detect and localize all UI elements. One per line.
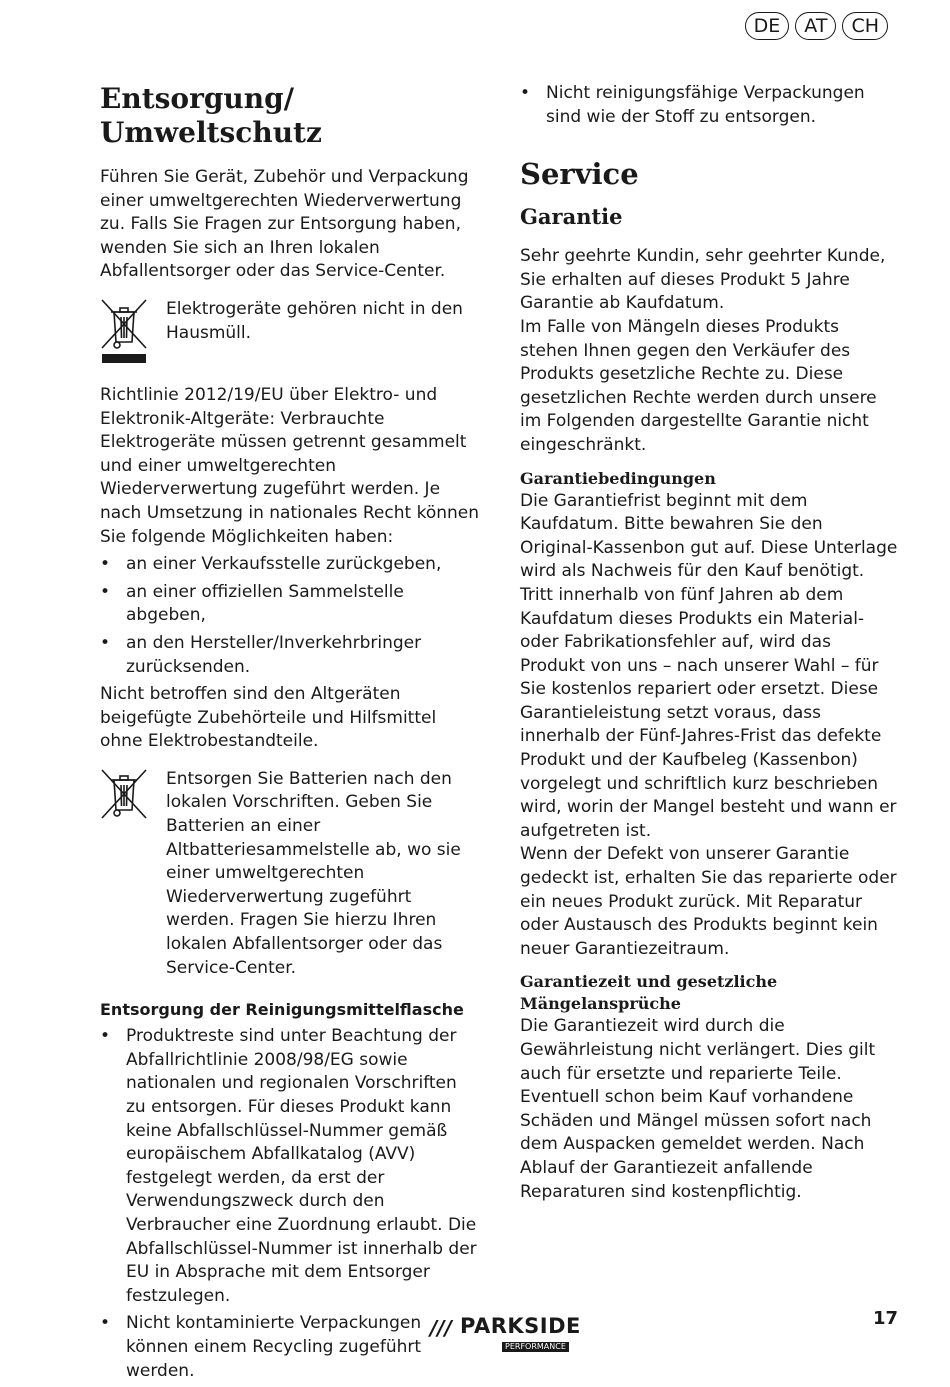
list-item: • Produktreste sind unter Beachtung der Abfallrichtlinie 2008/98/EG sowie nationalen und regionalen Vorschriften zu entsorgen. Für dieses Produkt kann keine Abfallschlüssel-Nummer gemäß europäischem Abfallkatalog (AVV) festgelegt werden, da erst der Verwendungszweck durch den Verbraucher eine Zuordnung erlaubt. Die Abfallschlüssel-Nummer ist innerhalb der EU in Absprache mit dem Entsorger festzulegen. <box>100 1026 477 1306</box>
lang-badge-de: DE <box>745 12 790 40</box>
section-title-disposal: Entsorgung/ Umweltschutz <box>100 82 322 149</box>
logo-brand: PARKSIDE <box>460 1314 581 1338</box>
disposal-options-list <box>100 553 480 679</box>
left-column <box>100 82 480 1387</box>
lang-badge-ch: CH <box>842 12 888 40</box>
language-badges <box>745 12 888 40</box>
battery-note: Entsorgen Sie Batterien nach den lokalen Vorschriften. Geben Sie Batterien an einer Altbatteriesammelstelle ab, wo sie einer umweltgerechten Wiederverwertung zugeführt werden. Fragen Sie hierzu Ihren lokalen Abfallentsorger oder das Service-Center. <box>166 768 461 978</box>
guarantee-heading: Garantie <box>520 204 623 230</box>
logo-subtitle: PERFORMANCE <box>502 1342 569 1352</box>
continued-list <box>520 82 900 129</box>
list-item: • an den Hersteller/Inverkehrbringer zurücksenden. <box>100 632 422 677</box>
weee-notice <box>100 298 480 370</box>
crossed-out-wheelie-bin-icon <box>100 298 166 370</box>
logo-slashes: /// <box>430 1316 452 1340</box>
guarantee-period-heading: Garantiezeit und gesetzliche Mängelansprüche <box>520 972 778 1014</box>
disposal-intro: Führen Sie Gerät, Zubehör und Verpackung einer umweltgerechten Wiederverwertung zu. Falls Sie Fragen zur Entsorgung haben, wenden Sie sich an Ihren lokalen Abfallentsorger oder das Service-Center. <box>100 167 469 282</box>
bottle-disposal-list <box>100 1025 480 1383</box>
list-item: • an einer offiziellen Sammelstelle abgeben, <box>100 581 404 626</box>
bottle-disposal-heading: Entsorgung der Reinigungsmittelflasche <box>100 1000 464 1020</box>
conditions-paragraph: Die Garantiefrist beginnt mit dem Kaufdatum. Bitte bewahren Sie den Original-Kassenbon gut auf. Diese Unterlage wird als Nachweis für den Kauf benötigt. <box>520 490 898 582</box>
crossed-out-bin-icon <box>100 768 166 980</box>
list-item: • Nicht kontaminierte Verpackungen können einem Recycling zugeführt werden. <box>100 1313 422 1381</box>
weee-note: Elektrogeräte gehören nicht in den Hausmüll. <box>166 298 463 343</box>
guarantee-paragraph: Sehr geehrte Kundin, sehr geehrter Kunde, Sie erhalten auf dieses Produkt 5 Jahre Garantie ab Kaufdatum. <box>520 246 886 314</box>
guarantee-paragraph: Im Falle von Mängeln dieses Produkts stehen Ihnen gegen den Verkäufer des Produkts gesetzliche Rechte zu. Diese gesetzlichen Rechte werden durch unsere im Folgenden dargestellte Garantie nicht eingeschränkt. <box>520 316 877 455</box>
section-title-service: Service <box>520 157 639 192</box>
battery-notice <box>100 768 480 980</box>
guarantee-conditions-heading: Garantiebedingungen <box>520 468 716 488</box>
list-item: • Nicht reinigungsfähige Verpackungen sind wie der Stoff zu entsorgen. <box>520 83 865 127</box>
page-number: 17 <box>872 1308 898 1329</box>
list-item: • an einer Verkaufsstelle zurückgeben, <box>100 554 442 575</box>
parkside-logo <box>430 1314 586 1354</box>
weee-directive: Richtlinie 2012/19/EU über Elektro- und Elektronik-Altgeräte: Verbrauchte Elektrogeräte müssen getrennt gesammelt und einer umweltgerechten Wiederverwertung zugeführt werden. Je nach Umsetzung in nationales Recht können Sie folgende Möglichkeiten haben: <box>100 384 480 547</box>
lang-badge-at: AT <box>795 12 836 40</box>
right-column <box>520 82 900 1204</box>
period-paragraph: Die Garantiezeit wird durch die Gewährleistung nicht verlängert. Dies gilt auch für ersetzte und reparierte Teile. Eventuell schon beim Kauf vorhandene Schäden und Mängel müssen sofort nach dem Auspacken gemeldet werden. Nach Ablauf der Garantiezeit anfallende Reparaturen sind kostenpflichtig. <box>520 1016 876 1202</box>
not-affected-note: Nicht betroffen sind den Altgeräten beigefügte Zubehörteile und Hilfsmittel ohne Elektrobestandteile. <box>100 684 437 752</box>
conditions-paragraph: Tritt innerhalb von fünf Jahren ab dem Kaufdatum dieses Produkts ein Material- oder Fabrikationsfehler auf, wird das Produkt von uns – nach unserer Wahl – für Sie kostenlos repariert oder ersetzt. Diese Garantieleistung setzt voraus, dass innerhalb der Fünf-Jahres-Frist das defekte Produkt und der Kaufbeleg (Kassenbon) vorgelegt und schriftlich kurz beschrieben wird, worin der Mangel besteht und wann er aufgetreten ist. <box>520 584 897 841</box>
conditions-paragraph: Wenn der Defekt von unserer Garantie gedeckt ist, erhalten Sie das reparierte oder ein neues Produkt zurück. Mit Reparatur oder Austausch des Produkts beginnt kein neuer Garantiezeitraum. <box>520 844 897 959</box>
